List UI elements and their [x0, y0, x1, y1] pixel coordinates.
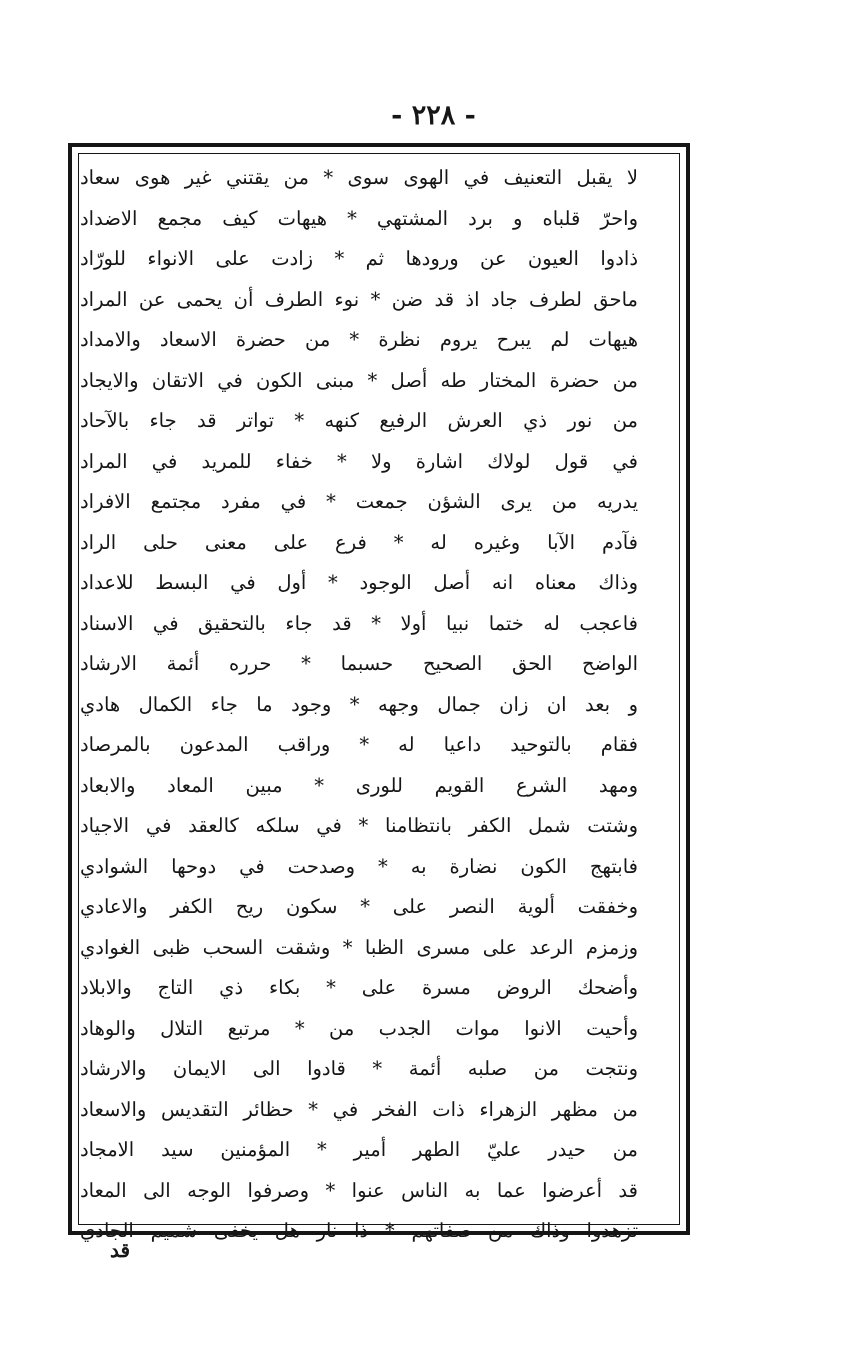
verse-line: يدريه من يرى الشؤن جمعت * في مفرد مجتمع الافراد	[80, 490, 638, 513]
verse-line: الواضح الحق الصحيح حسبما * حرره أئمة الارشاد	[80, 652, 638, 675]
verse-line: لا يقبل التعنيف في الهوى سوى * من يقتني غير هوى سعاد	[80, 166, 638, 189]
verse-line: وأضحك الروض مسرة على * بكاء ذي التاج والابلاد	[80, 976, 638, 999]
verse-line: من حيدر عليّ الطهر أمير * المؤمنين سيد الامجاد	[80, 1138, 638, 1161]
verse-line: ومهد الشرع القويم للورى * مبين المعاد والابعاد	[80, 773, 638, 797]
verse-line: في قول لولاك اشارة ولا * خفاء للمريد في المراد	[80, 449, 638, 473]
verse-line: فقام بالتوحيد داعيا له * وراقب المدعون بالمرصاد	[80, 733, 638, 756]
verse-line: وذاك معناه انه أصل الوجود * أول في البسط للاعداد	[80, 571, 638, 594]
verse-line: فآدم الآبا وغيره له * فرع على معنى حلى الراد	[80, 530, 638, 554]
verse-line: وأحيت الانوا موات الجدب من * مرتبع التلال والوهاد	[80, 1016, 638, 1040]
verse-line: و بعد ان زان جمال وجهه * وجود ما جاء الكمال هادي	[80, 692, 638, 716]
verse-line: تزهدوا وذاك من صفاتهم * ذا نار هل يخفى شميم الجادي	[80, 1219, 638, 1242]
verse-line: واحرّ قلباه و برد المشتهي * هيهات كيف مجمع الاضداد	[80, 206, 638, 230]
catchword: قد	[110, 1238, 131, 1262]
page-number: - ٢٢٨ -	[391, 100, 476, 131]
poem-verses	[80, 158, 638, 1252]
verse-line: فاعجب له ختما نبيا أولا * قد جاء بالتحقيق في الاسناد	[80, 611, 638, 635]
verse-line: ماحق لطرف جاد اذ قد ضن * نوء الطرف أن يحمى عن المراد	[80, 287, 638, 311]
verse-line: قد أعرضوا عما به الناس عنوا * وصرفوا الوجه الى المعاد	[80, 1178, 638, 1202]
verse-line: من مظهر الزهراء ذات الفخر في * حظائر التقديس والاسعاد	[80, 1097, 638, 1121]
verse-line: ونتجت من صلبه أئمة * قادوا الى الايمان والارشاد	[80, 1057, 638, 1080]
verse-line: ذادوا العيون عن ورودها ثم * زادت على الانواء للورّاد	[80, 247, 638, 270]
verse-line: وخفقت ألوية النصر على * سكون ريح الكفر والاعادي	[80, 895, 638, 918]
verse-line: فابتهج الكون نضارة به * وصدحت في دوحها الشوادي	[80, 854, 638, 878]
verse-line: وزمزم الرعد على مسرى الظبا * وشقت السحب ظبى الغوادي	[80, 935, 638, 959]
verse-line: هيهات لم يبرح يروم نظرة * من حضرة الاسعاد والامداد	[80, 328, 638, 351]
verse-line: من حضرة المختار طه أصل * مبنى الكون في الاتقان والايجاد	[80, 368, 638, 392]
verse-line: وشتت شمل الكفر بانتظامنا * في سلكه كالعقد في الاجياد	[80, 814, 638, 837]
verse-line: من نور ذي العرش الرفيع كنهه * تواتر قد جاء بالآحاد	[80, 409, 638, 432]
